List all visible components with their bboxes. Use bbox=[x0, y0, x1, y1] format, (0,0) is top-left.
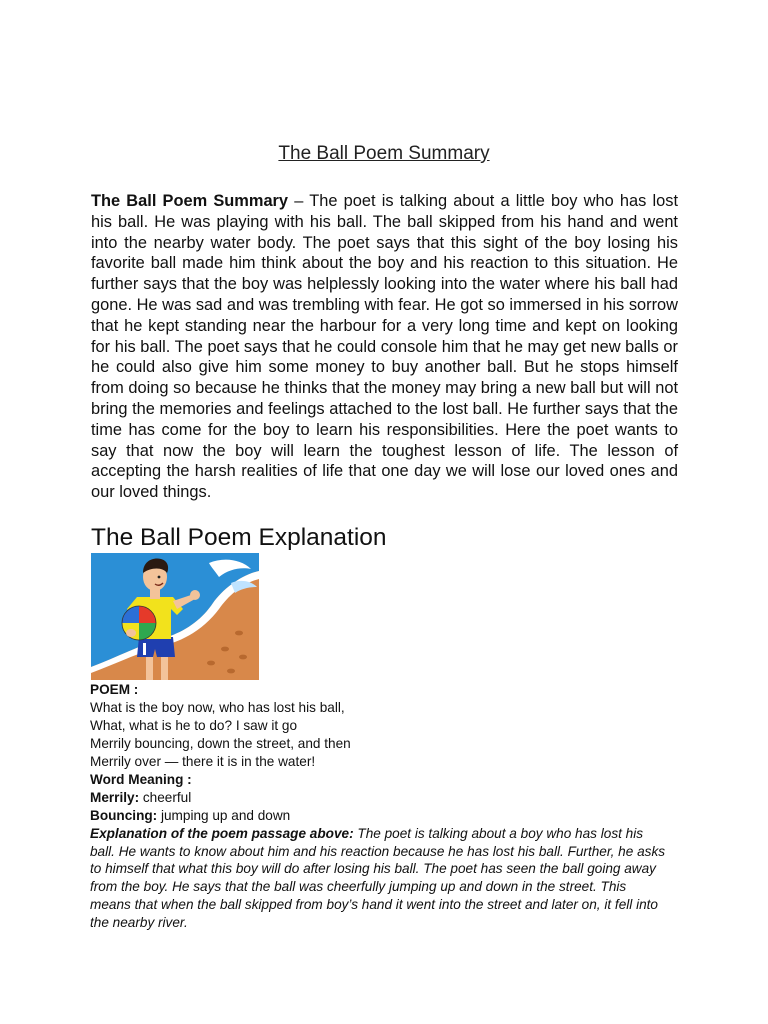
explanation-heading: The Ball Poem Explanation bbox=[91, 524, 387, 551]
summary-heading: The Ball Poem Summary bbox=[91, 192, 289, 210]
poem-section bbox=[90, 681, 690, 931]
poem-label: POEM : bbox=[90, 682, 139, 697]
poem-line: What, what is he to do? I saw it go bbox=[90, 718, 298, 733]
word-definition: cheerful bbox=[139, 790, 192, 805]
explanation-label: Explanation of the poem passage above: bbox=[90, 826, 354, 841]
poem-line: Merrily bouncing, down the street, and then bbox=[90, 736, 351, 751]
poem-line: Merrily over — there it is in the water! bbox=[90, 754, 316, 769]
boy-with-beach-ball-illustration bbox=[91, 553, 259, 680]
word-definition: jumping up and down bbox=[157, 808, 291, 823]
word-meaning-label: Word Meaning : bbox=[90, 772, 192, 787]
summary-text: – The poet is talking about a little boy who has lost his ball. He was playing with his ball. The ball skipped from his hand and went into the nearby water body. The poet says that this sight of the boy losing his favorite ball made him think about the boy and his reaction to this situation. He further says that the boy was helplessly looking into the water where his ball had gone. He was sad and was trembling with fear. He got so immersed in his sorrow that he kept standing near the harbour for a very long time and kept on looking for his ball. The poet says that he could console him that he may get new balls or he could also give him some money to buy another ball. But he stops himself from doing so because he thinks that the money may bring a new ball but will not bring the memories and feelings attached to the lost ball. He further says that the time has come for the boy to learn his responsibilities. Here the poet wants to say that now the boy will learn the toughest lesson of life. The lesson of accepting the harsh realities of life that one day we will lose our loved ones and our loved things. bbox=[91, 192, 678, 502]
explanation-text: The poet is talking about a boy who has lost his ball. He wants to know about him and his reaction because he has lost his ball. Further, he asks to himself that what this boy will do after losing his ball. The poet has seen the ball going away from the boy. He says that the ball was cheerfully jumping up and down in the street. This means that when the ball skipped from boy’s hand it went into the street and later on, it fell into the nearby river. bbox=[90, 826, 666, 930]
poem-line: What is the boy now, who has lost his ball, bbox=[90, 700, 345, 715]
word-meaning-item bbox=[90, 789, 690, 807]
word-meaning-item bbox=[90, 807, 690, 825]
explanation-paragraph bbox=[90, 825, 670, 931]
summary-paragraph bbox=[91, 191, 678, 503]
document-title: The Ball Poem Summary bbox=[278, 143, 490, 164]
word-term: Bouncing: bbox=[90, 808, 158, 823]
word-term: Merrily: bbox=[90, 790, 140, 805]
